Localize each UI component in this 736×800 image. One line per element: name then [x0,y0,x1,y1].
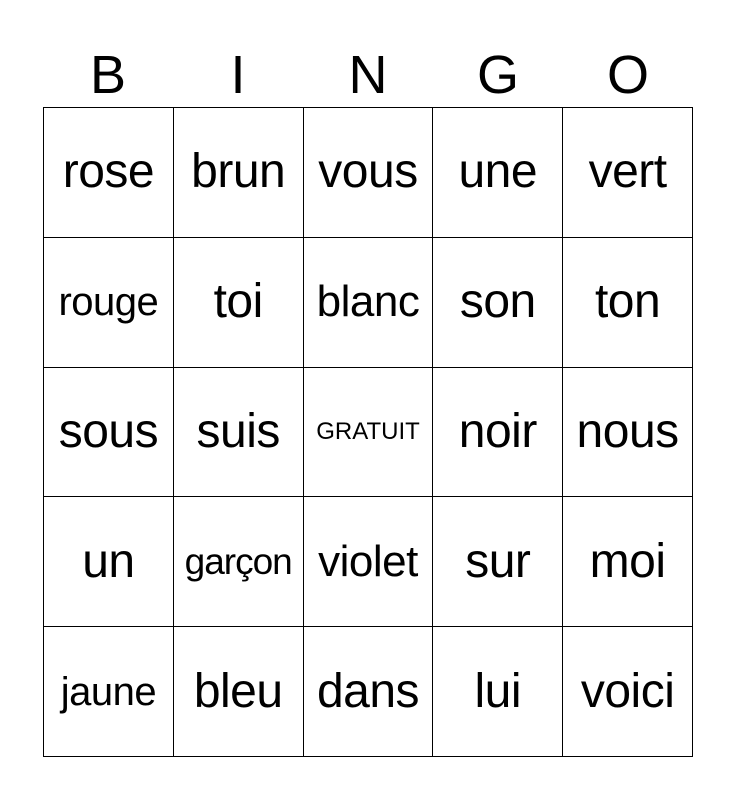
bingo-cell[interactable]: sur [433,497,563,627]
bingo-cell[interactable]: moi [563,497,693,627]
bingo-cell[interactable]: toi [174,238,304,368]
bingo-cell[interactable]: vert [563,108,693,238]
bingo-cell[interactable]: blanc [304,238,434,368]
bingo-cell[interactable]: son [433,238,563,368]
header-letter-g: G [476,45,519,105]
bingo-cell[interactable]: une [433,108,563,238]
bingo-cell[interactable]: lui [433,627,563,757]
bingo-cell[interactable]: suis [174,368,304,498]
bingo-cell[interactable]: rouge [44,238,174,368]
header-letter-i: I [230,45,246,105]
bingo-card [43,107,693,757]
bingo-cell[interactable]: rose [44,108,174,238]
header-letter-o: O [606,45,649,105]
bingo-cell[interactable]: ton [563,238,693,368]
bingo-cell[interactable]: sous [44,368,174,498]
bingo-cell[interactable]: dans [304,627,434,757]
bingo-cell[interactable]: brun [174,108,304,238]
bingo-header [43,42,693,108]
bingo-cell[interactable]: violet [304,497,434,627]
bingo-cell[interactable]: garçon [174,497,304,627]
bingo-cell[interactable]: nous [563,368,693,498]
bingo-cell[interactable]: noir [433,368,563,498]
free-space-cell[interactable]: GRATUIT [304,368,434,498]
bingo-cell[interactable]: voici [563,627,693,757]
bingo-cell[interactable]: bleu [174,627,304,757]
bingo-cell[interactable]: jaune [44,627,174,757]
bingo-cell[interactable]: un [44,497,174,627]
bingo-cell[interactable]: vous [304,108,434,238]
header-letter-n: N [348,45,388,105]
header-letter-b: B [89,45,127,105]
